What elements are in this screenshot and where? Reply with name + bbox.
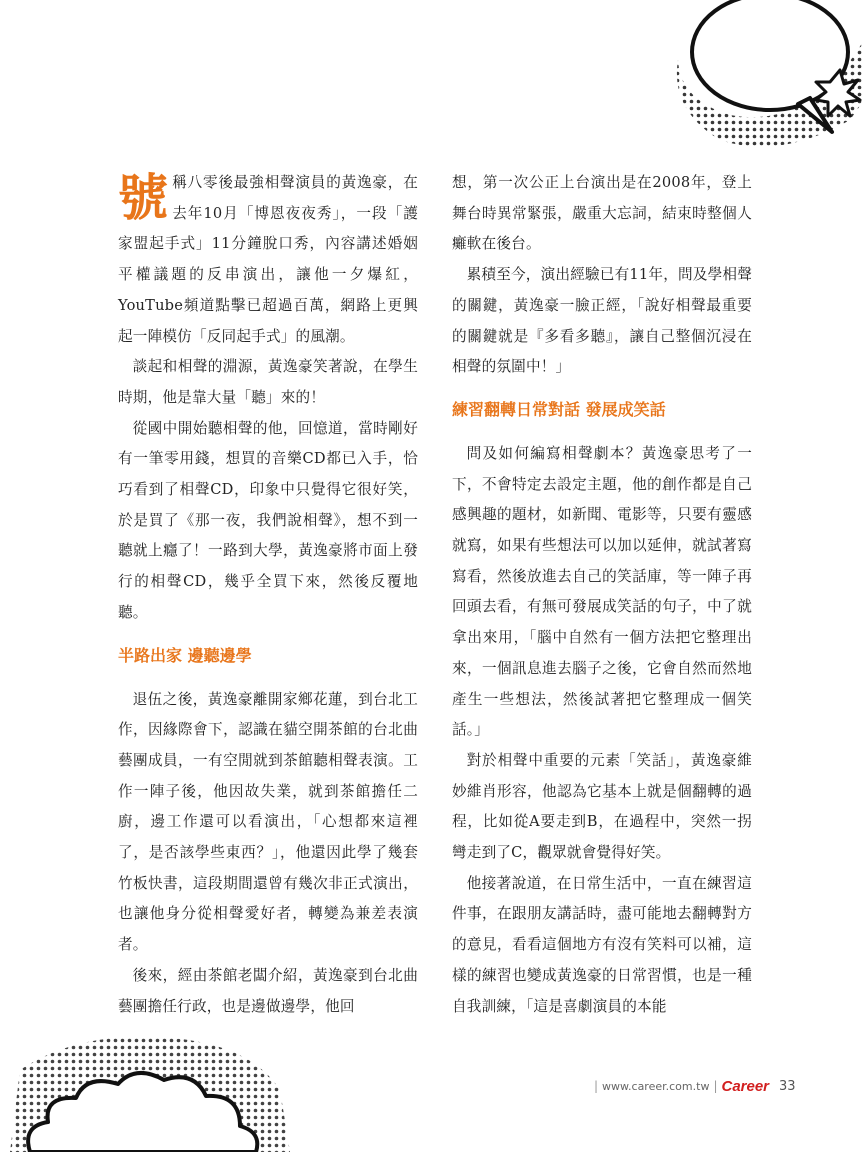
article-right-column bbox=[452, 168, 752, 1022]
article-left-column bbox=[118, 168, 418, 1022]
article-paragraph: 他接著說道，在日常生活中，一直在練習這件事，在跟朋友講話時，盡可能地去翻轉對方的意見，看看這個地方有沒有笑料可以補，這樣的練習也變成黃逸豪的日常習慣，也是一種自我訓練，「這是喜劇演員的本能 bbox=[452, 874, 752, 1015]
page-number: 33 bbox=[779, 1078, 796, 1094]
page-footer: | www.career.com.tw | Career 33 bbox=[594, 1077, 796, 1095]
paragraph-text: 稱八零後最強相聲演員的黃逸豪，在去年10月「博恩夜夜秀」，一段「護家盟起手式」11分鐘脫口秀，內容講述婚姻平權議題的反串演出，讓他一夕爆紅，YouTube頻道點擊已超過百萬，網路上更興起一陣模仿「反同起手式」的風潮。 bbox=[118, 174, 418, 345]
article-paragraph: 從國中開始聽相聲的他，回憶道，當時剛好有一筆零用錢，想買的音樂CD都已入手，恰巧看到了相聲CD，印象中只覺得它很好笑，於是買了《那一夜，我們說相聲》，想不到一聽就上癮了！一路到大學，黃逸豪將市面上發行的相聲CD，幾乎全買下來，然後反覆地聽。 bbox=[118, 419, 418, 621]
section-heading: 半路出家 邊聽邊學 bbox=[118, 645, 252, 665]
article-paragraph: 對於相聲中重要的元素「笑話」，黃逸豪維妙維肖形容，他認為它基本上就是個翻轉的過程，比如從A要走到B，在過程中，突然一拐彎走到了C，觀眾就會覺得好笑。 bbox=[452, 751, 752, 862]
article-paragraph: 想，第一次公正上台演出是在2008年，登上舞台時異常緊張，嚴重大忘詞，結束時整個人癱軟在後台。 bbox=[452, 174, 752, 253]
section-heading: 練習翻轉日常對話 發展成笑話 bbox=[452, 399, 666, 419]
article-paragraph bbox=[118, 168, 418, 352]
article-paragraph: 後來，經由茶館老闆介紹，黃逸豪到台北曲藝團擔任行政，也是邊做邊學，他回 bbox=[118, 966, 418, 1015]
article-paragraph: 退伍之後，黃逸豪離開家鄉花蓮，到台北工作，因緣際會下，認識在貓空開茶館的台北曲藝團成員，一有空閒就到茶館聽相聲表演。工作一陣子後，他因故失業，就到茶館擔任二廚，邊工作還可以看演出，「心想都來這裡了，是否該學些東西？」，他還因此學了幾套竹板快書，這段期間還曾有幾次非正式演出，也讓他身分從相聲愛好者，轉變為兼差表演者。 bbox=[118, 690, 418, 954]
article-paragraph: 問及如何編寫相聲劇本？黃逸豪思考了一下，不會特定去設定主題，他的創作都是自己感興趣的題材，如新聞、電影等，只要有靈感就寫，如果有些想法可以加以延伸，就試著寫寫看，然後放進去自己的笑話庫，等一陣子再回頭去看，有無可發展成笑話的句子，中了就拿出來用，「腦中自然有一個方法把它整理出來，一個訊息進去腦子之後，它會自然而然地產生一些想法，然後試著把它整理成一個笑話。」 bbox=[452, 444, 752, 739]
brand-logo: Career bbox=[721, 1077, 770, 1095]
drop-cap: 號 bbox=[118, 168, 169, 227]
footer-url: www.career.com.tw bbox=[602, 1079, 710, 1093]
cloud-bubble-decoration bbox=[0, 1030, 300, 1152]
speech-bubble-decoration bbox=[660, 0, 864, 150]
article-paragraph: 累積至今，演出經驗已有11年，問及學相聲的關鍵，黃逸豪一臉正經，「說好相聲最重要的關鍵就是『多看多聽』，讓自己整個沉浸在相聲的氛圍中！」 bbox=[452, 266, 752, 376]
article-paragraph: 談起和相聲的淵源，黃逸豪笑著說，在學生時期，他是靠大量「聽」來的！ bbox=[118, 358, 418, 406]
